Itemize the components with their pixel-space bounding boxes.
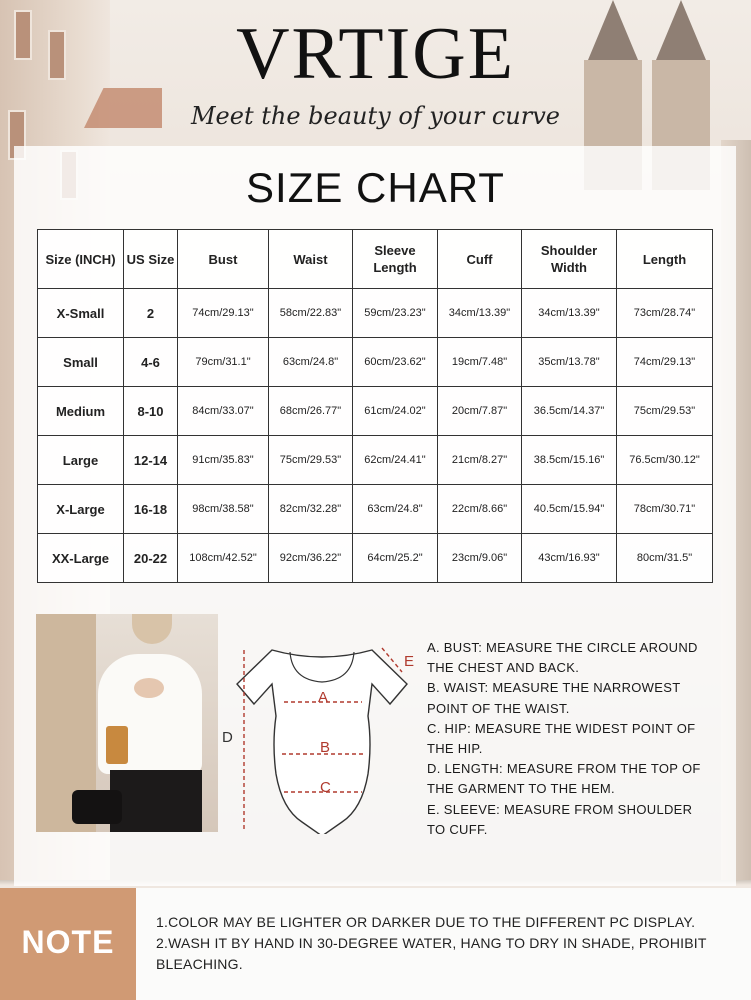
- table-cell: 2: [124, 289, 178, 338]
- table-cell: 73cm/28.74": [617, 289, 713, 338]
- column-header: Size (INCH): [38, 230, 124, 289]
- table-cell: 40.5cm/15.94": [522, 485, 617, 534]
- instruction-line: THE GARMENT TO THE HEM.: [427, 781, 615, 797]
- table-cell: 74cm/29.13": [617, 338, 713, 387]
- table-cell: 98cm/38.58": [178, 485, 269, 534]
- instruction-line: B. WAIST: MEASURE THE NARROWEST: [427, 680, 681, 696]
- table-cell: 58cm/22.83": [269, 289, 353, 338]
- table-row: [38, 485, 713, 534]
- table-cell: X-Small: [38, 289, 124, 338]
- instruction-line: THE HIP.: [427, 741, 483, 757]
- brand-logo: VRTIGE: [236, 13, 515, 95]
- note-text: [156, 912, 746, 975]
- table-row: [38, 289, 713, 338]
- instruction-line: THE CHEST AND BACK.: [427, 660, 580, 676]
- table-row: [38, 534, 713, 583]
- instruction-line: D. LENGTH: MEASURE FROM THE TOP OF: [427, 761, 701, 777]
- label-b: B: [320, 739, 331, 756]
- table-cell: 63cm/24.8": [269, 338, 353, 387]
- table-cell: 34cm/13.39": [522, 289, 617, 338]
- table-cell: 12-14: [124, 436, 178, 485]
- handbag-icon: [72, 790, 122, 824]
- model-photo: [36, 614, 218, 832]
- tagline: Meet the beauty of your curve: [190, 102, 560, 130]
- note-line: BLEACHING.: [156, 956, 243, 972]
- column-header: Bust: [178, 230, 269, 289]
- page-title: SIZE CHART: [246, 164, 505, 211]
- table-header-row: [38, 230, 713, 289]
- table-cell: 76.5cm/30.12": [617, 436, 713, 485]
- table-cell: Large: [38, 436, 124, 485]
- column-header: Sleeve Length: [353, 230, 438, 289]
- table-cell: 108cm/42.52": [178, 534, 269, 583]
- table-cell: 4-6: [124, 338, 178, 387]
- table-row: [38, 338, 713, 387]
- table-cell: 20cm/7.87": [438, 387, 522, 436]
- column-header: Length: [617, 230, 713, 289]
- table-cell: 62cm/24.41": [353, 436, 438, 485]
- label-a: A: [318, 689, 329, 706]
- note-line: 1.COLOR MAY BE LIGHTER OR DARKER DUE TO THE DIFFERENT PC DISPLAY.: [156, 914, 696, 930]
- label-c: C: [320, 779, 331, 796]
- table-cell: Medium: [38, 387, 124, 436]
- table-cell: 80cm/31.5": [617, 534, 713, 583]
- measurement-diagram: [222, 624, 422, 834]
- table-cell: 19cm/7.48": [438, 338, 522, 387]
- measurement-instructions: [427, 638, 727, 840]
- table-cell: 92cm/36.22": [269, 534, 353, 583]
- label-d: D: [222, 729, 233, 746]
- table-cell: Small: [38, 338, 124, 387]
- table-cell: 75cm/29.53": [269, 436, 353, 485]
- table-cell: 16-18: [124, 485, 178, 534]
- instruction-line: POINT OF THE WAIST.: [427, 700, 570, 716]
- size-table: [37, 229, 713, 583]
- table-cell: 8-10: [124, 387, 178, 436]
- table-row: [38, 436, 713, 485]
- table-cell: 60cm/23.62": [353, 338, 438, 387]
- table-cell: XX-Large: [38, 534, 124, 583]
- table-cell: 43cm/16.93": [522, 534, 617, 583]
- table-cell: 35cm/13.78": [522, 338, 617, 387]
- column-header: Shoulder Width: [522, 230, 617, 289]
- table-cell: 59cm/23.23": [353, 289, 438, 338]
- coffee-cup-icon: [106, 726, 128, 764]
- table-cell: 34cm/13.39": [438, 289, 522, 338]
- table-cell: 63cm/24.8": [353, 485, 438, 534]
- table-cell: 21cm/8.27": [438, 436, 522, 485]
- table-cell: 23cm/9.06": [438, 534, 522, 583]
- table-cell: 91cm/35.83": [178, 436, 269, 485]
- table-cell: 78cm/30.71": [617, 485, 713, 534]
- table-cell: 79cm/31.1": [178, 338, 269, 387]
- instruction-line: E. SLEEVE: MEASURE FROM SHOULDER: [427, 801, 693, 817]
- table-cell: 20-22: [124, 534, 178, 583]
- column-header: Cuff: [438, 230, 522, 289]
- table-cell: 61cm/24.02": [353, 387, 438, 436]
- table-cell: 64cm/25.2": [353, 534, 438, 583]
- table-cell: 82cm/32.28": [269, 485, 353, 534]
- column-header: US Size: [124, 230, 178, 289]
- table-cell: X-Large: [38, 485, 124, 534]
- table-cell: 68cm/26.77": [269, 387, 353, 436]
- note-line: 2.WASH IT BY HAND IN 30-DEGREE WATER, HANG TO DRY IN SHADE, PROHIBIT: [156, 935, 707, 951]
- instruction-line: A. BUST: MEASURE THE CIRCLE AROUND: [427, 640, 698, 655]
- instruction-line: TO CUFF.: [427, 821, 488, 837]
- column-header: Waist: [269, 230, 353, 289]
- table-cell: 75cm/29.53": [617, 387, 713, 436]
- label-e: E: [404, 653, 415, 670]
- instruction-line: C. HIP: MEASURE THE WIDEST POINT OF: [427, 720, 696, 736]
- table-cell: 74cm/29.13": [178, 289, 269, 338]
- note-label: NOTE: [21, 924, 115, 960]
- table-cell: 36.5cm/14.37": [522, 387, 617, 436]
- table-cell: 38.5cm/15.16": [522, 436, 617, 485]
- table-cell: 84cm/33.07": [178, 387, 269, 436]
- table-row: [38, 387, 713, 436]
- table-cell: 22cm/8.66": [438, 485, 522, 534]
